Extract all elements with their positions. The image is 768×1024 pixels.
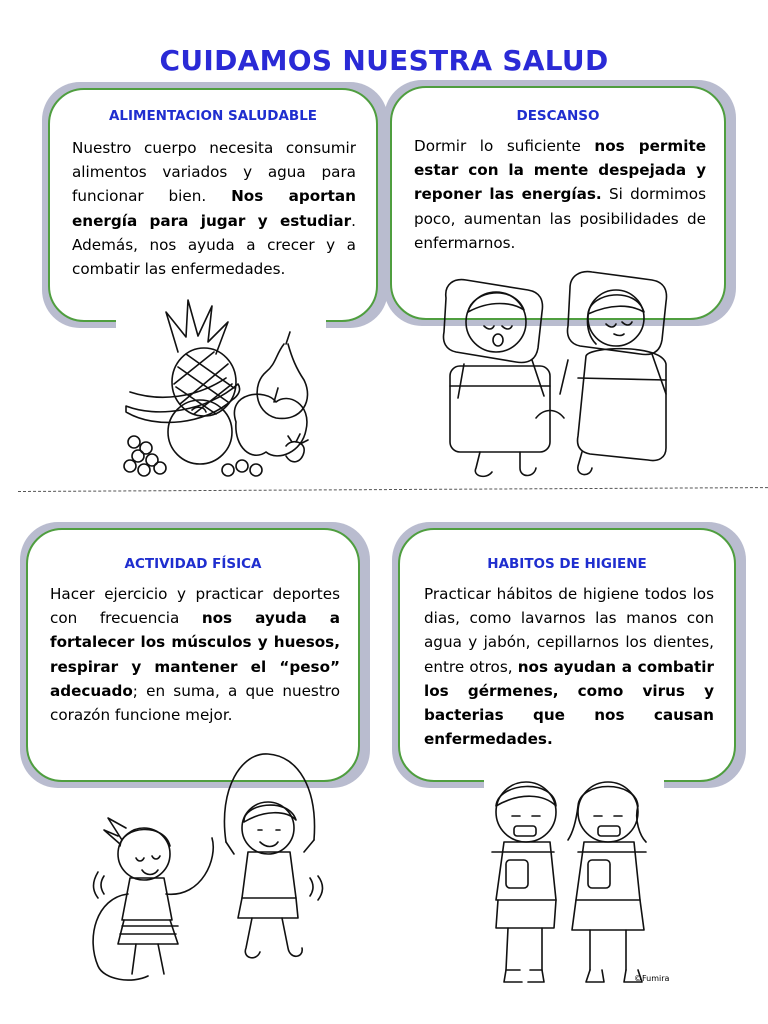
card-text-bold-run: Nos aportan energía para jugar y estudiar bbox=[72, 187, 356, 230]
card-text bbox=[424, 582, 714, 751]
card-text-run: Nuestro cuerpo necesita consumir alimentos variados y agua para funcionar bien. bbox=[72, 139, 356, 206]
card-text-run: . Además, nos ayuda a crecer y a combatir las enfermedades. bbox=[72, 211, 356, 279]
card-text bbox=[72, 136, 356, 281]
card-actividad-fisica bbox=[26, 528, 360, 782]
card-alimentacion bbox=[48, 88, 378, 322]
card-text-run: ; en suma, a que nuestro corazón funcione mejor. bbox=[50, 681, 340, 725]
card-text-run: Practicar hábitos de higiene todos los dias, como lavarnos las manos con agua y jabón, cepillarnos los dientes, entre otros, bbox=[424, 585, 714, 676]
card-heading: DESCANSO bbox=[516, 108, 600, 124]
card-heading: ACTIVIDAD FÍSICA bbox=[124, 556, 262, 572]
card-text-run: Si dormimos poco, aumentan las posibilidades de enfermarnos. bbox=[414, 185, 706, 252]
jump-rope-children-illustration bbox=[92, 748, 332, 994]
illustration-credit: ©Fumira bbox=[634, 974, 670, 983]
card-text-run: Hacer ejercicio y practicar deportes con frecuencia bbox=[50, 585, 340, 628]
card-text-bold-run: nos permite estar con la mente despejada y reponer las energías. bbox=[414, 137, 706, 204]
card-higiene bbox=[398, 528, 736, 782]
page-title: CUIDAMOS NUESTRA SALUD bbox=[159, 44, 609, 77]
card-text bbox=[414, 134, 706, 255]
fruits-illustration bbox=[116, 292, 326, 488]
card-heading: HABITOS DE HIGIENE bbox=[487, 556, 647, 572]
card-text-bold-run: nos ayuda a fortalecer los músculos y huesos, respirar y mantener el “peso” adecuado bbox=[50, 609, 340, 700]
tooth-brushing-children-illustration bbox=[484, 760, 664, 988]
card-heading: ALIMENTACION SALUDABLE bbox=[108, 108, 318, 124]
card-text bbox=[50, 582, 340, 727]
sleeping-children-illustration bbox=[440, 268, 680, 490]
card-text-bold-run: nos ayudan a combatir los gérmenes, como virus y bacterias que nos causan enfermedades. bbox=[424, 657, 714, 749]
card-text-run: Dormir lo suficiente bbox=[414, 137, 595, 155]
